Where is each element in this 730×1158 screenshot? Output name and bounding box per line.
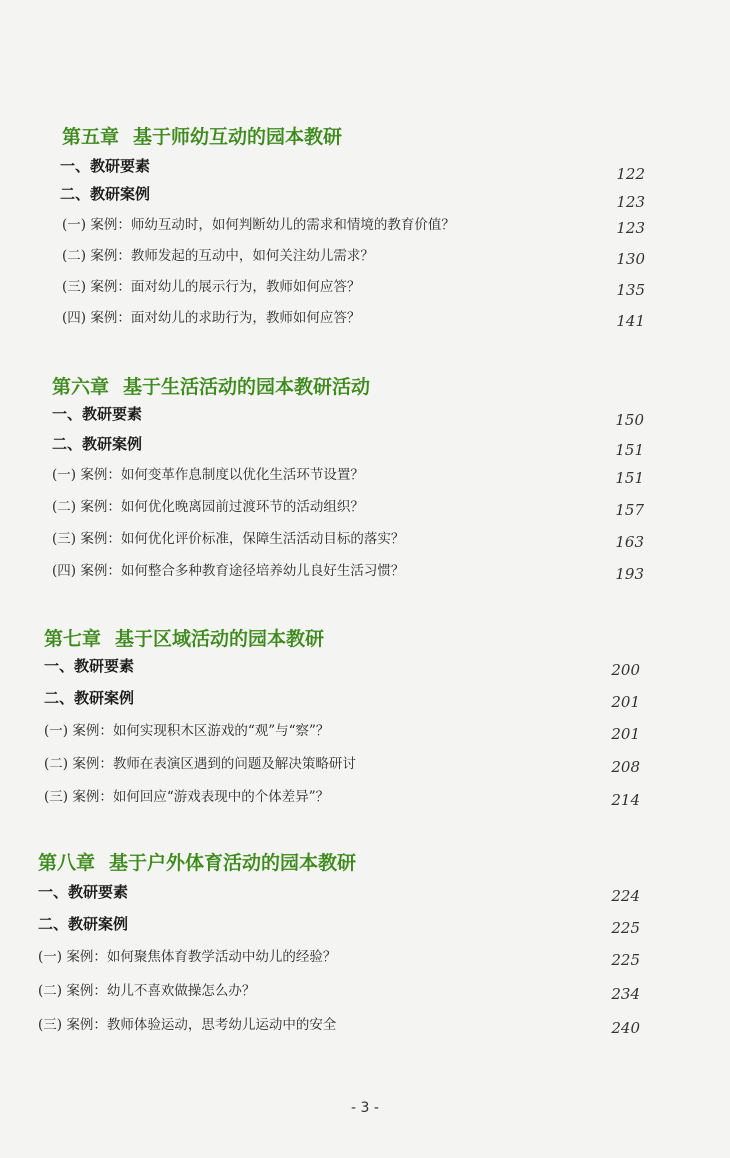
toc-entry[interactable] xyxy=(52,527,644,559)
page-number-footer: - 3 - xyxy=(351,1100,379,1116)
toc-entry[interactable] xyxy=(38,1013,640,1047)
toc-entry[interactable] xyxy=(62,275,645,306)
toc-entry-page: 163 xyxy=(615,533,644,551)
toc-entry[interactable] xyxy=(44,655,640,687)
toc-entry-page: 141 xyxy=(616,312,645,330)
toc-entry-page: 201 xyxy=(611,693,640,711)
toc-entry-label: (三) 案例：如何回应“游戏表现中的个体差异”？ xyxy=(44,789,330,805)
toc-entry-page: 135 xyxy=(616,281,645,299)
toc-entry-label: 二、教研案例 xyxy=(44,689,135,707)
chapter-title: 基于区域活动的园本教研 xyxy=(115,628,325,650)
toc-entry-page: 214 xyxy=(611,791,640,809)
toc-entry-page: 130 xyxy=(616,250,645,268)
toc-entry[interactable] xyxy=(52,463,644,495)
chapter-heading xyxy=(44,624,640,651)
chapter-8 xyxy=(38,848,640,1047)
toc-entry-label: 二、教研案例 xyxy=(52,435,143,453)
toc-entry[interactable] xyxy=(44,785,640,818)
toc-entry-label: 一、教研要素 xyxy=(52,405,143,423)
toc-entry[interactable] xyxy=(38,979,640,1013)
toc-entry-label: 一、教研要素 xyxy=(60,157,151,175)
toc-entry-label: 一、教研要素 xyxy=(44,657,135,675)
toc-entry-label: (一) 案例：师幼互动时，如何判断幼儿的需求和情境的教育价值？ xyxy=(62,217,455,233)
chapter-number: 第五章 xyxy=(62,126,120,148)
toc-entry-page: 123 xyxy=(616,219,645,237)
chapter-number: 第八章 xyxy=(38,852,96,874)
toc-entry-page: 224 xyxy=(611,887,640,905)
toc-entry-label: 一、教研要素 xyxy=(38,883,129,901)
toc-entry-page: 225 xyxy=(611,919,640,937)
toc-entry-label: 二、教研案例 xyxy=(60,185,151,203)
toc-entry-label: (四) 案例：如何整合多种教育途径培养幼儿良好生活习惯？ xyxy=(52,563,405,579)
toc-entry-label: 二、教研案例 xyxy=(38,915,129,933)
toc-entry[interactable] xyxy=(52,559,644,591)
toc-entry-label: (一) 案例：如何聚焦体育教学活动中幼儿的经验？ xyxy=(38,949,337,965)
toc-entry[interactable] xyxy=(38,881,640,913)
toc-entry-label: (二) 案例：如何优化晚离园前过渡环节的活动组织？ xyxy=(52,499,364,515)
toc-entry-page: 157 xyxy=(615,501,644,519)
toc-entry[interactable] xyxy=(62,213,645,244)
toc-entry-label: (二) 案例：教师发起的互动中，如何关注幼儿需求？ xyxy=(62,248,374,264)
toc-entry-page: 151 xyxy=(615,441,644,459)
toc-entry[interactable] xyxy=(62,244,645,275)
toc-entry[interactable] xyxy=(44,752,640,785)
toc-entry-page: 225 xyxy=(611,951,640,969)
toc-entry[interactable] xyxy=(44,687,640,719)
toc-entry-label: (二) 案例：教师在表演区遇到的问题及解决策略研讨 xyxy=(44,756,356,772)
toc-entry-page: 201 xyxy=(611,725,640,743)
toc-entry-page: 150 xyxy=(615,411,644,429)
chapter-heading xyxy=(62,122,645,149)
toc-entry[interactable] xyxy=(60,155,645,183)
toc-entry-label: (四) 案例：面对幼儿的求助行为，教师如何应答？ xyxy=(62,310,361,326)
chapter-title: 基于师幼互动的园本教研 xyxy=(133,126,343,148)
toc-entry[interactable] xyxy=(52,495,644,527)
toc-entry[interactable] xyxy=(38,913,640,945)
toc-entry-label: (三) 案例：如何优化评价标准，保障生活活动目标的落实？ xyxy=(52,531,405,547)
toc-entry-label: (二) 案例：幼儿不喜欢做操怎么办？ xyxy=(38,983,256,999)
toc-entry-page: 193 xyxy=(615,565,644,583)
toc-entry[interactable] xyxy=(44,719,640,752)
toc-entry-label: (三) 案例：教师体验运动，思考幼儿运动中的安全 xyxy=(38,1017,337,1033)
toc-entry-page: 234 xyxy=(611,985,640,1003)
chapter-title: 基于生活活动的园本教研活动 xyxy=(123,376,371,398)
chapter-6 xyxy=(52,372,644,591)
toc-entry-page: 122 xyxy=(616,165,645,183)
chapter-number: 第六章 xyxy=(52,376,110,398)
chapter-heading xyxy=(38,848,640,875)
toc-entry-label: (一) 案例：如何实现积木区游戏的“观”与“察”？ xyxy=(44,723,330,739)
toc-entry-label: (一) 案例：如何变革作息制度以优化生活环节设置？ xyxy=(52,467,364,483)
toc-entry[interactable] xyxy=(38,945,640,979)
toc-entry-page: 240 xyxy=(611,1019,640,1037)
chapter-title: 基于户外体育活动的园本教研 xyxy=(109,852,357,874)
toc-entry-page: 200 xyxy=(611,661,640,679)
chapter-5 xyxy=(60,122,645,337)
toc-entry-page: 208 xyxy=(611,758,640,776)
toc-entry-page: 123 xyxy=(616,193,645,211)
toc-entry[interactable] xyxy=(60,183,645,213)
toc-entry[interactable] xyxy=(52,433,644,463)
toc-entry-page: 151 xyxy=(615,469,644,487)
chapter-number: 第七章 xyxy=(44,628,102,650)
toc-entry[interactable] xyxy=(62,306,645,337)
toc-entry[interactable] xyxy=(52,403,644,433)
toc-entry-label: (三) 案例：面对幼儿的展示行为，教师如何应答？ xyxy=(62,279,361,295)
chapter-7 xyxy=(44,624,640,818)
chapter-heading xyxy=(52,372,644,399)
